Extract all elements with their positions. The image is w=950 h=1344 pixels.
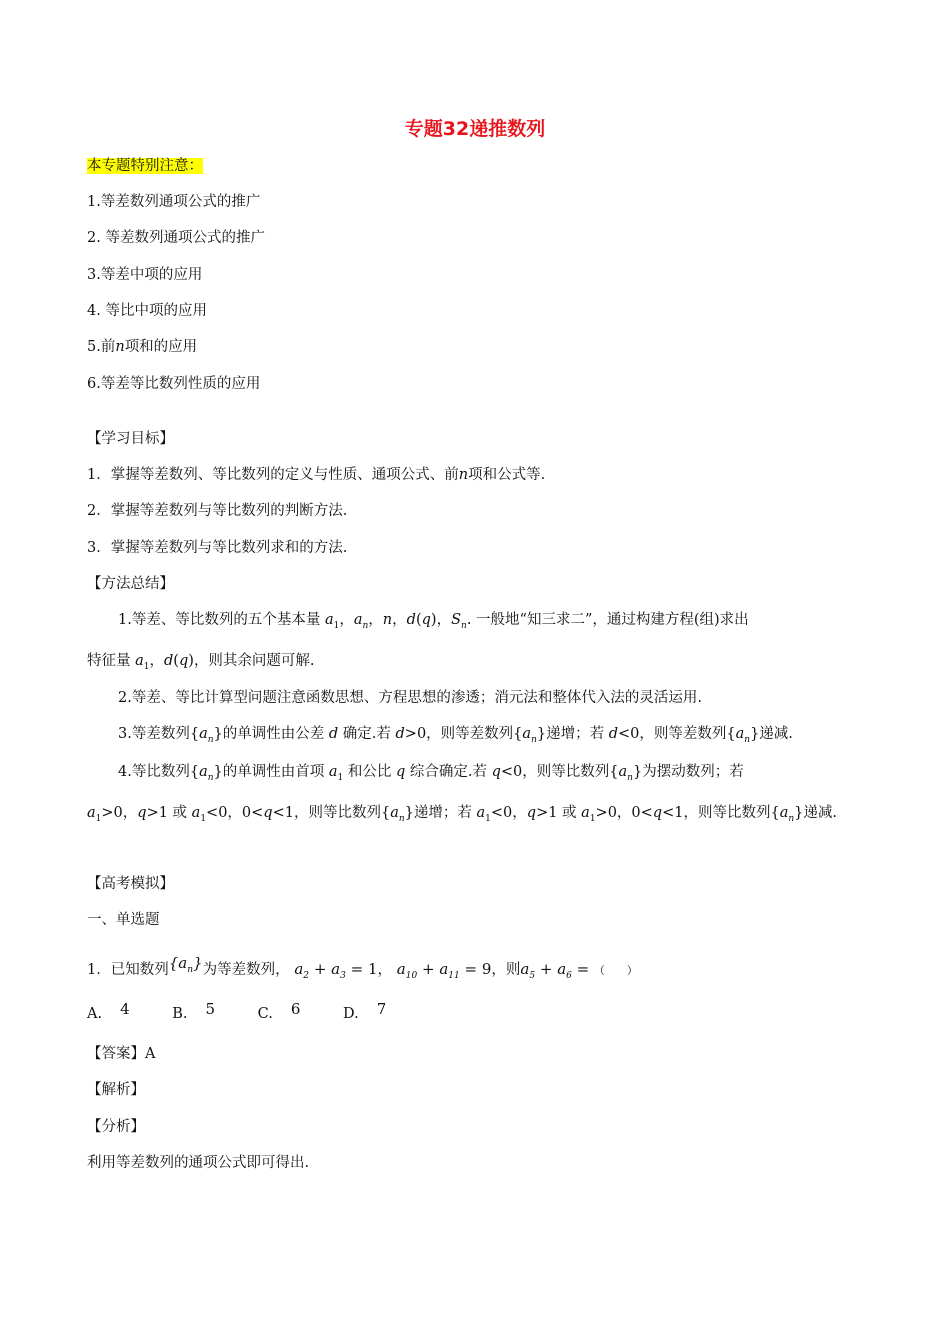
- section-heading: 一、单选题: [87, 912, 160, 928]
- goal-item: 3．掌握等差数列与等比数列求和的方法.: [87, 540, 348, 556]
- notice-item: 5.前n项和的应用: [87, 339, 198, 355]
- option-a[interactable]: A. 4: [87, 1000, 130, 1022]
- method-item: 3.等差数列$\{a_n\}$的单调性由公差 d 确定.若 d>0，则等差数列$\{a_n\}$递增；若 d<0，则等差数列$\{a_n\}$递减.: [118, 726, 793, 745]
- explanation-text: 利用等差数列的通项公式即可得出.: [87, 1155, 310, 1171]
- method-item: 1.等差、等比数列的五个基本量 $a_1$，$a_n$，n，d(q)，$S_n$. 一般地“知三求二”，通过构建方程(组)求出: [118, 612, 749, 631]
- notice-item: 6.等差等比数列性质的应用: [87, 376, 261, 392]
- method-item: $a_1>0$，q>1 或 $a_1<0$，0<q<1，则等比数列$\{a_n\}$递增；若 $a_1<0$，q>1 或 $a_1>0$，0<q<1，则等比数列$\{a_n\}$递减.: [87, 805, 837, 824]
- methods-heading: 【方法总结】: [87, 576, 174, 592]
- option-b[interactable]: B. 5: [172, 1000, 216, 1022]
- method-item: 4.等比数列$\{a_n\}$的单调性由首项 $a_1$ 和公比 q 综合确定.若 q<0，则等比数列$\{a_n\}$为摆动数列；若: [118, 764, 744, 783]
- analysis-label: 【解析】: [87, 1082, 145, 1098]
- breakdown-label: 【分析】: [87, 1119, 145, 1135]
- method-item: 特征量 $a_1$，d(q)，则其余问题可解.: [87, 653, 315, 672]
- page-title: 专题32递推数列: [404, 118, 546, 140]
- notice-item: 2. 等差数列通项公式的推广: [87, 230, 265, 246]
- options-row: [87, 1000, 424, 1022]
- question-1: 1．已知数列$\{a_n\}$为等差数列， $a_2 + a_3 = 1$， $a_{10} + a_{11} = 9$，则$a_5 + a_6$ = （ ）: [87, 954, 638, 981]
- method-item: 2.等差、等比计算型问题注意函数思想、方程思想的渗透；消元法和整体代入法的灵活运用.: [118, 690, 702, 706]
- notice-item: 4. 等比中项的应用: [87, 303, 207, 319]
- goals-heading: 【学习目标】: [87, 431, 174, 447]
- notice-heading: 本专题特别注意：: [87, 158, 203, 174]
- goal-item: 2．掌握等差数列与等比数列的判断方法.: [87, 503, 348, 519]
- exam-heading: 【高考模拟】: [87, 876, 174, 892]
- notice-item: 3.等差中项的应用: [87, 267, 203, 283]
- notice-item: 1.等差数列通项公式的推广: [87, 194, 261, 210]
- option-c[interactable]: C. 6: [257, 1000, 301, 1022]
- option-d[interactable]: D. 7: [343, 1000, 387, 1022]
- goal-item: 1．掌握等差数列、等比数列的定义与性质、通项公式、前n项和公式等.: [87, 467, 546, 483]
- answer-label: 【答案】A: [87, 1046, 156, 1062]
